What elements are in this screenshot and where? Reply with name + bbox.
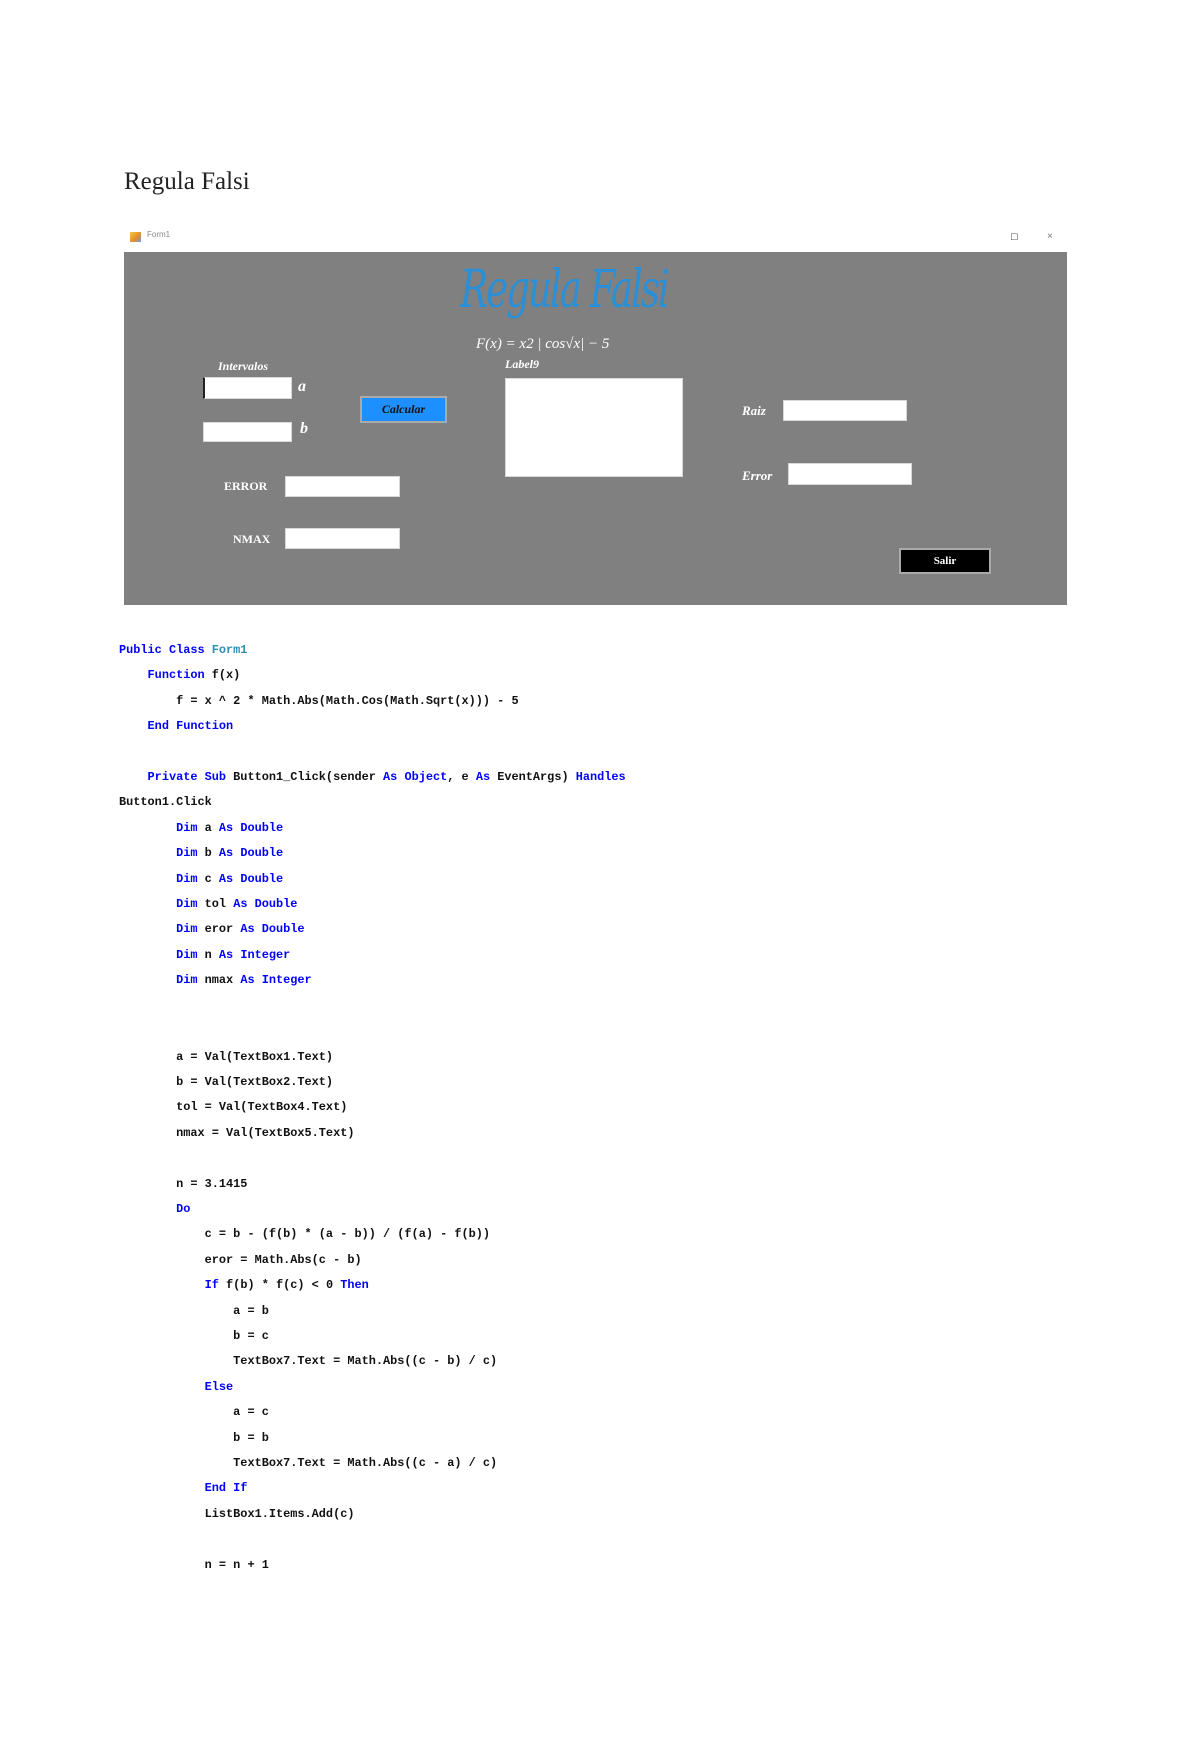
window-caption: Form1 [147,230,171,239]
error-label: ERROR [224,479,268,493]
code-line [119,1045,626,1070]
code-line [119,1248,626,1273]
listbox-label: Label9 [505,357,539,371]
code-token: eror = Math.Abs(c - b) [119,1252,362,1267]
code-line [119,1527,626,1552]
error-input[interactable] [285,476,400,497]
code-line [119,1299,626,1324]
code-line [119,968,626,993]
root-output[interactable] [783,400,907,421]
code-token: f = x ^ 2 * Math.Abs(Math.Cos(Math.Sqrt(x))) - 5 [119,693,519,708]
code-token: Public Class [119,643,212,657]
code-token: Function [119,668,212,683]
result-error-label: Error [742,468,773,483]
code-token: Dim [119,846,205,861]
code-token: Button1_Click(sender [233,770,384,785]
code-line [119,1324,626,1349]
code-line [119,663,626,688]
code-token: As Double [240,922,305,937]
close-icon[interactable]: × [1047,231,1053,242]
code-token: eror [204,922,241,937]
code-token: c = b - (f(b) * (a - b)) / (f(a) - f(b)) [119,1227,491,1242]
code-token: n = n + 1 [119,1557,269,1572]
code-line [119,1019,626,1044]
code-token: Dim [119,871,205,886]
code-token: TextBox7.Text = Math.Abs((c - a) / c) [119,1456,498,1470]
a-label: a [298,378,306,395]
code-token: Else [119,1379,234,1394]
code-token: b = c [119,1328,269,1343]
code-token: a = b [119,1303,269,1318]
code-line [119,740,626,765]
code-token: Dim [119,922,205,937]
code-token: Dim [119,820,205,835]
code-token: If [119,1278,227,1293]
code-line [119,1349,626,1374]
code-token: Then [340,1278,369,1293]
code-token: f(x) [211,668,241,683]
code-line [119,1451,626,1476]
form-panel [124,252,1067,605]
code-token: n = 3.1415 [119,1176,248,1191]
exit-button[interactable]: Salir [899,548,991,574]
code-line [119,638,626,663]
code-line [119,1222,626,1247]
code-line [119,841,626,866]
nmax-label: NMAX [233,532,271,546]
code-line [119,867,626,892]
code-token: a = Val(TextBox1.Text) [119,1049,334,1064]
app-icon [130,232,141,242]
code-token: Do [119,1201,191,1216]
code-token: As Object [383,770,448,785]
b-label: b [300,420,308,437]
code-line [119,816,626,841]
code-token: As Double [218,820,284,835]
code-token: As Double [218,871,284,886]
calculate-button[interactable]: Calcular [360,396,447,423]
a-input[interactable] [203,377,292,399]
code-line [119,790,626,815]
code-line [119,917,626,942]
code-token: tol [204,897,234,912]
code-token: Private Sub [119,770,234,785]
code-token: As Integer [218,947,291,962]
code-token: EventArgs) [490,770,576,785]
code-line [119,765,626,790]
code-line [119,1121,626,1146]
code-token: ListBox1.Items.Add(c) [119,1506,355,1521]
code-listing [119,638,626,1578]
code-token: nmax [204,973,241,988]
formula-label: F(x) = x2 | cos√x| − 5 [476,336,610,352]
code-line [119,1070,626,1095]
code-token: As Double [233,897,298,912]
code-token: a [204,820,219,835]
code-token: , e [447,770,476,785]
code-token: Dim [119,973,205,988]
code-line [119,943,626,968]
code-token: End If [119,1481,248,1496]
code-line [119,1426,626,1451]
result-error-output[interactable] [788,463,912,485]
code-token: Button1.Click [119,795,212,810]
code-token: f(b) * f(c) < 0 [226,1278,341,1293]
code-line [119,1476,626,1501]
code-token: a = c [119,1405,269,1420]
b-input[interactable] [203,422,292,442]
code-token: b [204,846,219,861]
code-line [119,1400,626,1425]
code-token: Dim [119,947,205,962]
document-title: Regula Falsi [124,168,250,195]
code-line [119,1273,626,1298]
code-line [119,892,626,917]
code-line [119,1553,626,1578]
code-token: b = Val(TextBox2.Text) [119,1074,334,1089]
code-token: As Integer [240,973,312,988]
app-title: Regula Falsi [460,260,668,320]
code-line [119,1095,626,1120]
code-token: Dim [119,897,205,912]
code-token: nmax = Val(TextBox5.Text) [119,1125,355,1140]
code-line [119,714,626,739]
code-line [119,1502,626,1527]
code-line [119,1375,626,1400]
window-titlebar [124,228,1067,250]
code-token: TextBox7.Text = Math.Abs((c - b) / c) [119,1354,498,1369]
root-label: Raiz [742,403,766,418]
maximize-icon[interactable]: □ [1011,231,1018,243]
code-token: As [475,770,491,785]
code-line [119,1146,626,1171]
code-line [119,689,626,714]
intervals-label: Intervalos [218,359,269,373]
code-token: c [204,871,219,886]
code-line [119,994,626,1019]
results-listbox[interactable] [505,378,683,477]
code-token: End Function [119,719,234,734]
nmax-input[interactable] [285,528,400,549]
code-token: Form1 [211,643,248,657]
code-line [119,1197,626,1222]
code-token: n [204,947,219,962]
code-token: Handles [575,770,626,785]
code-token: As Double [218,846,284,861]
code-token: tol = Val(TextBox4.Text) [119,1100,348,1115]
code-line [119,1172,626,1197]
code-token: b = b [119,1430,269,1445]
